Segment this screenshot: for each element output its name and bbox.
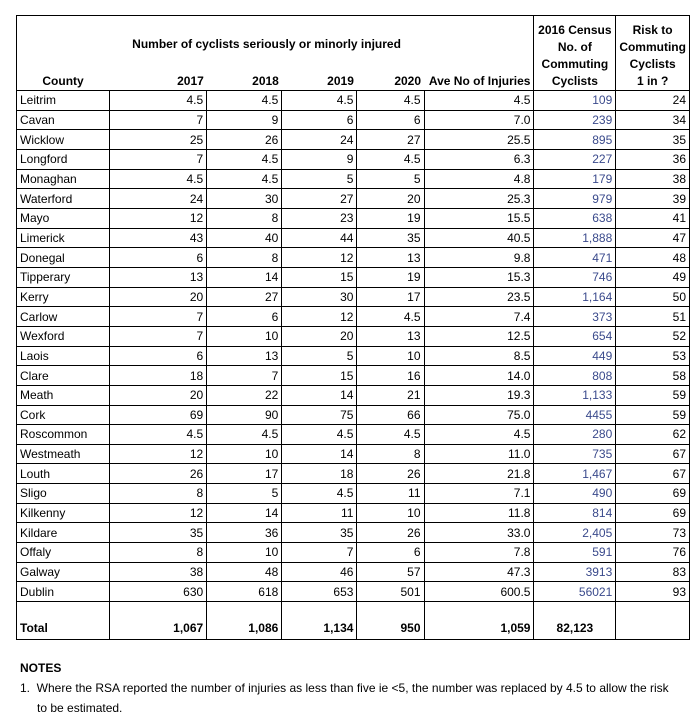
- table-row: [17, 91, 690, 111]
- cell-risk: 36: [616, 149, 690, 169]
- cell-census: 1,164: [534, 287, 616, 307]
- cell-y2019: 5: [282, 346, 357, 366]
- cell-y2017: 7: [109, 326, 207, 346]
- cell-county: Roscommon: [17, 425, 110, 445]
- table-row: [17, 543, 690, 563]
- cell-y2020: 27: [357, 130, 424, 150]
- cell-ave: 25.3: [424, 189, 534, 209]
- cell-ave: 7.0: [424, 110, 534, 130]
- cell-y2018: 30: [207, 189, 282, 209]
- cell-y2020: 4.5: [357, 91, 424, 111]
- cell-ave: 33.0: [424, 523, 534, 543]
- injury-risk-table: [16, 15, 690, 640]
- cell-ave: 600.5: [424, 582, 534, 602]
- total-label: Total: [17, 618, 110, 640]
- cell-y2018: 8: [207, 208, 282, 228]
- spacer-cell: [616, 602, 690, 618]
- cell-ave: 9.8: [424, 248, 534, 268]
- cell-y2019: 15: [282, 267, 357, 287]
- cell-y2017: 69: [109, 405, 207, 425]
- total-y2020: 950: [357, 618, 424, 640]
- cell-census: 4455: [534, 405, 616, 425]
- cell-y2019: 12: [282, 307, 357, 327]
- cell-county: Meath: [17, 385, 110, 405]
- cell-ave: 75.0: [424, 405, 534, 425]
- header-year-2017: 2017: [177, 74, 204, 88]
- cell-y2020: 16: [357, 366, 424, 386]
- spacer-cell: [17, 602, 110, 618]
- cell-y2019: 15: [282, 366, 357, 386]
- cell-census: 2,405: [534, 523, 616, 543]
- cell-y2017: 25: [109, 130, 207, 150]
- cell-y2019: 5: [282, 169, 357, 189]
- cell-ave: 14.0: [424, 366, 534, 386]
- cell-y2019: 44: [282, 228, 357, 248]
- cell-y2017: 20: [109, 385, 207, 405]
- notes-item-1: 1. Where the RSA reported the number of injuries as less than five ie <5, the number was replaced by 4.5 to allow the risk to be estimated.: [20, 681, 669, 715]
- cell-y2017: 12: [109, 503, 207, 523]
- cell-y2020: 35: [357, 228, 424, 248]
- cell-y2017: 12: [109, 444, 207, 464]
- total-row: [17, 618, 690, 640]
- cell-risk: 35: [616, 130, 690, 150]
- cell-y2018: 4.5: [207, 425, 282, 445]
- cell-y2018: 618: [207, 582, 282, 602]
- cell-y2017: 26: [109, 464, 207, 484]
- cell-y2020: 10: [357, 503, 424, 523]
- cell-y2017: 6: [109, 346, 207, 366]
- cell-y2020: 501: [357, 582, 424, 602]
- cell-risk: 62: [616, 425, 690, 445]
- cell-risk: 67: [616, 464, 690, 484]
- cell-county: Galway: [17, 562, 110, 582]
- cell-census: 56021: [534, 582, 616, 602]
- cell-census: 1,467: [534, 464, 616, 484]
- cell-y2018: 26: [207, 130, 282, 150]
- cell-y2020: 20: [357, 189, 424, 209]
- cell-y2020: 4.5: [357, 425, 424, 445]
- cell-risk: 47: [616, 228, 690, 248]
- cell-county: Kildare: [17, 523, 110, 543]
- cell-risk: 41: [616, 208, 690, 228]
- cell-ave: 15.5: [424, 208, 534, 228]
- cell-census: 227: [534, 149, 616, 169]
- header-county: County: [17, 16, 110, 91]
- cell-ave: 8.5: [424, 346, 534, 366]
- table-row: [17, 346, 690, 366]
- cell-y2019: 14: [282, 444, 357, 464]
- spacer-cell: [207, 602, 282, 618]
- cell-y2018: 4.5: [207, 149, 282, 169]
- cell-y2018: 14: [207, 503, 282, 523]
- cell-y2020: 6: [357, 110, 424, 130]
- cell-y2017: 7: [109, 110, 207, 130]
- table-row: [17, 248, 690, 268]
- table-row: [17, 110, 690, 130]
- cell-census: 1,133: [534, 385, 616, 405]
- table-body: [17, 91, 690, 640]
- total-risk: [616, 618, 690, 640]
- cell-county: Limerick: [17, 228, 110, 248]
- cell-y2017: 13: [109, 267, 207, 287]
- cell-y2017: 8: [109, 543, 207, 563]
- cell-risk: 76: [616, 543, 690, 563]
- cell-county: Donegal: [17, 248, 110, 268]
- cell-y2018: 14: [207, 267, 282, 287]
- table-row: [17, 189, 690, 209]
- risk-line-4: 1 in ?: [636, 74, 669, 88]
- spacer-row: [17, 602, 690, 618]
- cell-risk: 69: [616, 503, 690, 523]
- cell-ave: 4.5: [424, 425, 534, 445]
- cell-census: 471: [534, 248, 616, 268]
- cell-y2020: 13: [357, 248, 424, 268]
- group-title: Number of cyclists seriously or minorly injured: [132, 37, 401, 51]
- cell-county: Louth: [17, 464, 110, 484]
- cell-y2020: 26: [357, 464, 424, 484]
- cell-y2020: 17: [357, 287, 424, 307]
- cell-y2019: 27: [282, 189, 357, 209]
- table-row: [17, 366, 690, 386]
- cell-y2020: 13: [357, 326, 424, 346]
- cell-y2018: 10: [207, 444, 282, 464]
- table-row: [17, 149, 690, 169]
- census-line-4: Cyclists: [551, 74, 598, 88]
- risk-line-1: Risk to: [632, 23, 673, 37]
- cell-census: 735: [534, 444, 616, 464]
- cell-y2018: 8: [207, 248, 282, 268]
- cell-y2017: 7: [109, 307, 207, 327]
- cell-ave: 11.8: [424, 503, 534, 523]
- header-row: [17, 16, 690, 91]
- cell-ave: 15.3: [424, 267, 534, 287]
- cell-y2019: 35: [282, 523, 357, 543]
- cell-y2020: 66: [357, 405, 424, 425]
- cell-y2017: 630: [109, 582, 207, 602]
- cell-census: 109: [534, 91, 616, 111]
- cell-county: Wexford: [17, 326, 110, 346]
- table-row: [17, 484, 690, 504]
- table-row: [17, 326, 690, 346]
- risk-line-3: Cyclists: [629, 57, 676, 71]
- spacer-cell: [109, 602, 207, 618]
- cell-y2019: 4.5: [282, 484, 357, 504]
- table-row: [17, 169, 690, 189]
- cell-y2019: 46: [282, 562, 357, 582]
- cell-county: Monaghan: [17, 169, 110, 189]
- cell-y2019: 12: [282, 248, 357, 268]
- cell-census: 373: [534, 307, 616, 327]
- cell-y2020: 10: [357, 346, 424, 366]
- cell-y2018: 4.5: [207, 91, 282, 111]
- cell-y2020: 19: [357, 267, 424, 287]
- cell-ave: 4.5: [424, 91, 534, 111]
- table-row: [17, 405, 690, 425]
- cell-y2019: 24: [282, 130, 357, 150]
- cell-y2018: 17: [207, 464, 282, 484]
- cell-y2020: 5: [357, 169, 424, 189]
- table-row: [17, 307, 690, 327]
- cell-census: 654: [534, 326, 616, 346]
- cell-y2017: 4.5: [109, 91, 207, 111]
- cell-y2017: 4.5: [109, 425, 207, 445]
- cell-y2018: 48: [207, 562, 282, 582]
- cell-y2017: 18: [109, 366, 207, 386]
- cell-census: 449: [534, 346, 616, 366]
- cell-ave: 21.8: [424, 464, 534, 484]
- cell-risk: 38: [616, 169, 690, 189]
- cell-y2020: 4.5: [357, 149, 424, 169]
- cell-county: Offaly: [17, 543, 110, 563]
- cell-ave: 6.3: [424, 149, 534, 169]
- cell-ave: 11.0: [424, 444, 534, 464]
- cell-y2018: 90: [207, 405, 282, 425]
- table-row: [17, 562, 690, 582]
- cell-county: Sligo: [17, 484, 110, 504]
- cell-census: 1,888: [534, 228, 616, 248]
- cell-y2018: 5: [207, 484, 282, 504]
- cell-y2018: 40: [207, 228, 282, 248]
- cell-risk: 34: [616, 110, 690, 130]
- table-row: [17, 582, 690, 602]
- cell-risk: 49: [616, 267, 690, 287]
- cell-risk: 51: [616, 307, 690, 327]
- cell-y2019: 4.5: [282, 91, 357, 111]
- cell-y2018: 6: [207, 307, 282, 327]
- cell-county: Leitrim: [17, 91, 110, 111]
- cell-county: Carlow: [17, 307, 110, 327]
- cell-census: 179: [534, 169, 616, 189]
- table-row: [17, 523, 690, 543]
- cell-y2017: 38: [109, 562, 207, 582]
- table-row: [17, 464, 690, 484]
- cell-y2019: 30: [282, 287, 357, 307]
- cell-risk: 67: [616, 444, 690, 464]
- header-year-2019: 2019: [327, 74, 354, 88]
- cell-y2020: 6: [357, 543, 424, 563]
- cell-census: 808: [534, 366, 616, 386]
- cell-y2017: 12: [109, 208, 207, 228]
- cell-county: Kilkenny: [17, 503, 110, 523]
- census-line-1: 2016 Census: [538, 23, 612, 37]
- cell-census: 979: [534, 189, 616, 209]
- cell-census: 490: [534, 484, 616, 504]
- cell-y2018: 10: [207, 543, 282, 563]
- cell-y2019: 4.5: [282, 425, 357, 445]
- cell-ave: 40.5: [424, 228, 534, 248]
- header-year-2018: 2018: [252, 74, 279, 88]
- cell-y2017: 35: [109, 523, 207, 543]
- cell-y2017: 43: [109, 228, 207, 248]
- total-y2019: 1,134: [282, 618, 357, 640]
- spacer-cell: [357, 602, 424, 618]
- cell-y2020: 11: [357, 484, 424, 504]
- cell-census: 280: [534, 425, 616, 445]
- cell-census: 239: [534, 110, 616, 130]
- cell-county: Clare: [17, 366, 110, 386]
- header-risk: [616, 16, 690, 91]
- cell-y2018: 27: [207, 287, 282, 307]
- table-row: [17, 228, 690, 248]
- cell-census: 3913: [534, 562, 616, 582]
- cell-y2018: 22: [207, 385, 282, 405]
- cell-county: Waterford: [17, 189, 110, 209]
- table-row: [17, 385, 690, 405]
- cell-y2019: 6: [282, 110, 357, 130]
- cell-y2018: 13: [207, 346, 282, 366]
- cell-y2019: 23: [282, 208, 357, 228]
- cell-risk: 59: [616, 405, 690, 425]
- cell-census: 638: [534, 208, 616, 228]
- cell-y2018: 10: [207, 326, 282, 346]
- cell-y2018: 7: [207, 366, 282, 386]
- cell-risk: 52: [616, 326, 690, 346]
- table-row: [17, 130, 690, 150]
- spacer-cell: [424, 602, 534, 618]
- cell-county: Dublin: [17, 582, 110, 602]
- header-years-group: [109, 16, 424, 91]
- table-row: [17, 267, 690, 287]
- census-line-3: Commuting: [541, 57, 609, 71]
- table-row: [17, 444, 690, 464]
- cell-y2020: 8: [357, 444, 424, 464]
- cell-y2020: 57: [357, 562, 424, 582]
- cell-y2017: 4.5: [109, 169, 207, 189]
- cell-risk: 53: [616, 346, 690, 366]
- cell-y2020: 26: [357, 523, 424, 543]
- cell-y2019: 653: [282, 582, 357, 602]
- cell-y2017: 8: [109, 484, 207, 504]
- cell-risk: 59: [616, 385, 690, 405]
- cell-risk: 50: [616, 287, 690, 307]
- cell-census: 591: [534, 543, 616, 563]
- cell-y2019: 20: [282, 326, 357, 346]
- notes-title: NOTES: [20, 661, 62, 675]
- cell-county: Mayo: [17, 208, 110, 228]
- cell-ave: 7.8: [424, 543, 534, 563]
- census-line-2: No. of: [557, 40, 592, 54]
- total-ave: 1,059: [424, 618, 534, 640]
- cell-y2019: 11: [282, 503, 357, 523]
- cell-census: 746: [534, 267, 616, 287]
- cell-risk: 83: [616, 562, 690, 582]
- cell-county: Wicklow: [17, 130, 110, 150]
- cell-y2018: 9: [207, 110, 282, 130]
- cell-county: Longford: [17, 149, 110, 169]
- cell-county: Cork: [17, 405, 110, 425]
- cell-y2019: 7: [282, 543, 357, 563]
- table-row: [17, 287, 690, 307]
- cell-risk: 73: [616, 523, 690, 543]
- spacer-cell: [282, 602, 357, 618]
- cell-y2018: 4.5: [207, 169, 282, 189]
- cell-ave: 7.1: [424, 484, 534, 504]
- cell-county: Laois: [17, 346, 110, 366]
- cell-y2020: 21: [357, 385, 424, 405]
- cell-y2020: 19: [357, 208, 424, 228]
- cell-risk: 69: [616, 484, 690, 504]
- total-y2017: 1,067: [109, 618, 207, 640]
- total-census: 82,123: [534, 618, 616, 640]
- cell-risk: 48: [616, 248, 690, 268]
- cell-y2019: 18: [282, 464, 357, 484]
- cell-county: Cavan: [17, 110, 110, 130]
- cell-risk: 58: [616, 366, 690, 386]
- spacer-cell: [534, 602, 616, 618]
- cell-y2017: 24: [109, 189, 207, 209]
- risk-line-2: Commuting: [619, 40, 686, 54]
- cell-ave: 4.8: [424, 169, 534, 189]
- cell-y2019: 9: [282, 149, 357, 169]
- cell-y2017: 6: [109, 248, 207, 268]
- cell-y2020: 4.5: [357, 307, 424, 327]
- table-row: [17, 503, 690, 523]
- cell-county: Westmeath: [17, 444, 110, 464]
- cell-ave: 25.5: [424, 130, 534, 150]
- cell-y2017: 20: [109, 287, 207, 307]
- cell-y2017: 7: [109, 149, 207, 169]
- cell-risk: 24: [616, 91, 690, 111]
- cell-county: Kerry: [17, 287, 110, 307]
- cell-ave: 19.3: [424, 385, 534, 405]
- table-row: [17, 425, 690, 445]
- cell-risk: 39: [616, 189, 690, 209]
- cell-y2019: 75: [282, 405, 357, 425]
- cell-census: 895: [534, 130, 616, 150]
- notes-section: [20, 658, 680, 718]
- header-census: [534, 16, 616, 91]
- cell-ave: 7.4: [424, 307, 534, 327]
- cell-risk: 93: [616, 582, 690, 602]
- cell-y2018: 36: [207, 523, 282, 543]
- cell-county: Tipperary: [17, 267, 110, 287]
- total-y2018: 1,086: [207, 618, 282, 640]
- cell-ave: 23.5: [424, 287, 534, 307]
- header-year-2020: 2020: [394, 74, 422, 88]
- cell-census: 814: [534, 503, 616, 523]
- table-row: [17, 208, 690, 228]
- header-ave: Ave No of Injuries: [424, 16, 534, 91]
- cell-ave: 47.3: [424, 562, 534, 582]
- cell-ave: 12.5: [424, 326, 534, 346]
- cell-y2019: 14: [282, 385, 357, 405]
